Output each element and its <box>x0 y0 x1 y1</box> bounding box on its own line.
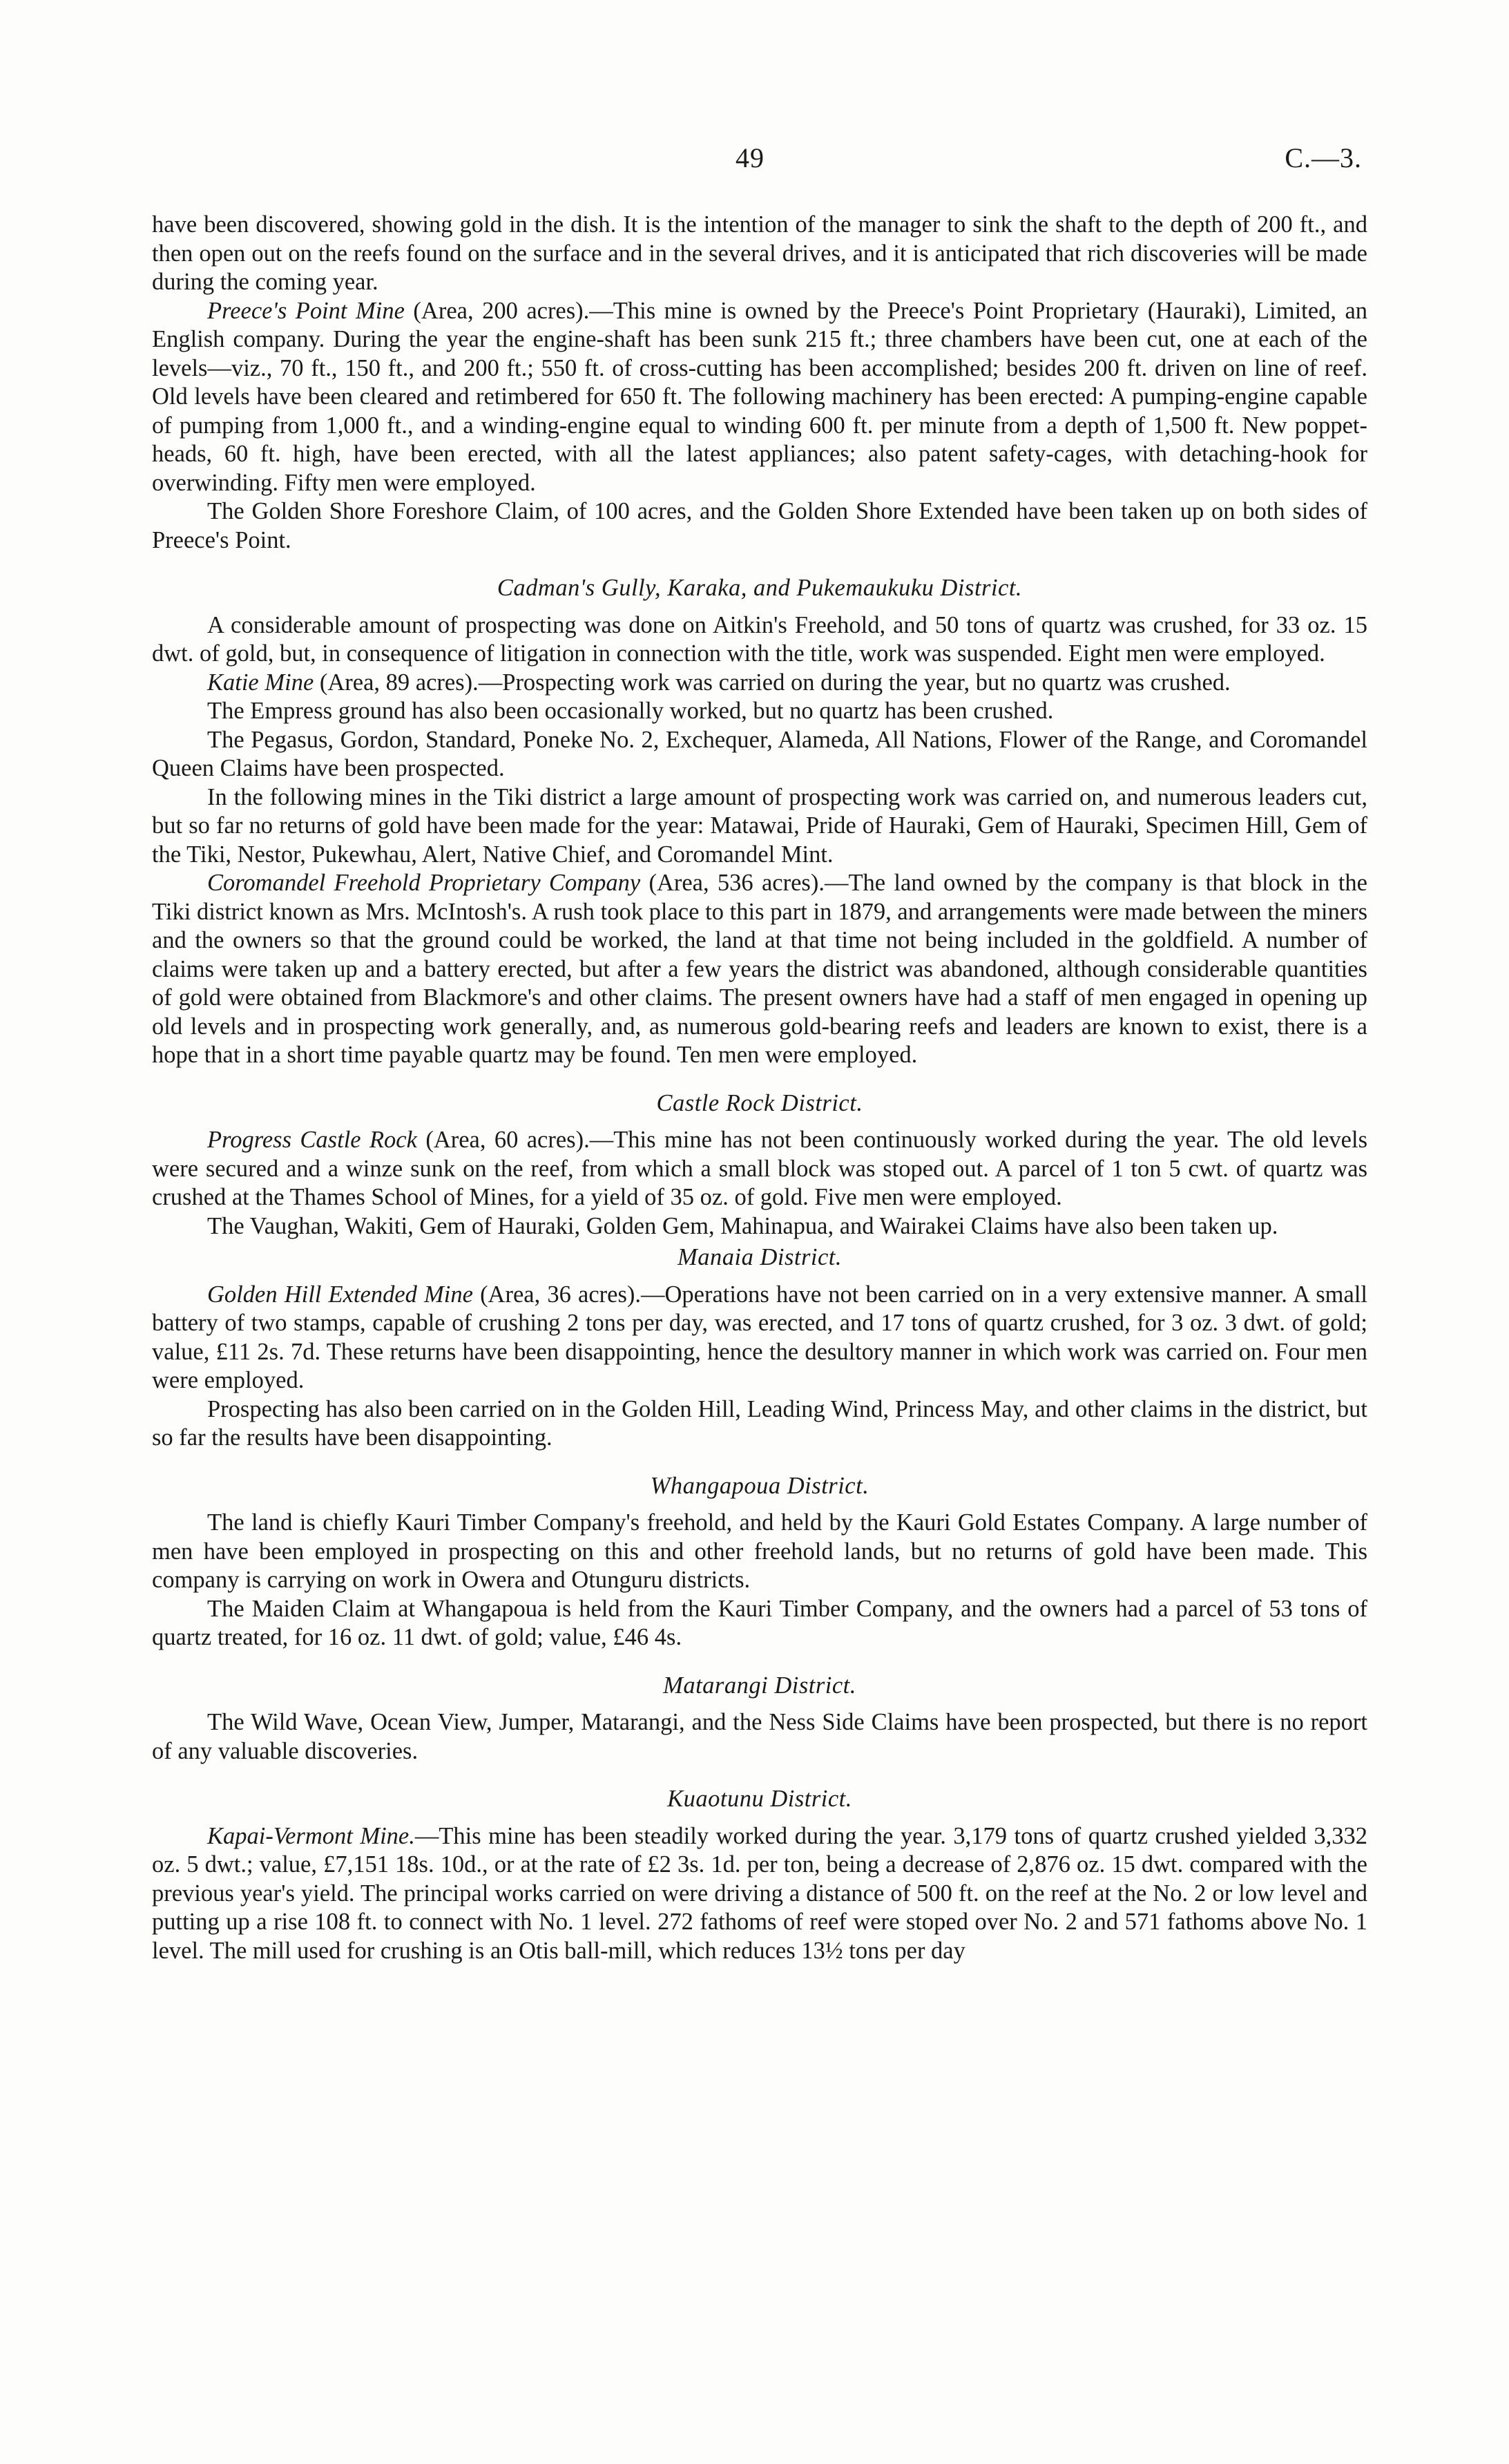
paragraph <box>152 669 1367 698</box>
paragraph-text: (Area, 89 acres).—Prospecting work was carried on during the year, but no quartz was crushed. <box>314 669 1231 696</box>
paragraph-text: A considerable amount of prospecting was done on Aitkin's Freehold, and 50 tons of quartz was crushed, for 33 oz. 15 dwt. of gold, but, in consequence of litigation in connection with the title, work was suspended. Eight men were employed. <box>152 611 1367 667</box>
section-heading: Cadman's Gully, Karaka, and Pukemaukuku District. <box>497 575 1023 601</box>
paragraph <box>152 1212 1367 1241</box>
page-body <box>152 211 1367 1965</box>
paragraph-text: have been discovered, showing gold in the dish. It is the intention of the manager to sink the shaft to the depth of 200 ft., and then open out on the reefs found on the surface and in the several drives, and it is anticipated that rich discoveries will be made during the coming year. <box>152 211 1367 295</box>
paragraph <box>152 297 1367 498</box>
section-heading: Matarangi District. <box>663 1672 856 1699</box>
page-number: 49 <box>736 142 765 173</box>
paragraph-text: (Area, 36 acres).—Operations have not been carried on in a very extensive manner. A small battery of two stamps, capable of crushing 2 tons per day, was erected, and 17 tons of quartz crushed, for 3 oz. 3 dwt. of gold; value, £11 2s. 7d. These returns have been disappointing, hence the desultory manner in which work was carried on. Four men were employed. <box>152 1281 1367 1393</box>
paragraph-text: (Area, 536 acres).—The land owned by the company is that block in the Tiki district known as Mrs. McIntosh's. A rush took place to this part in 1879, and arrangements were made between the miners and the owners so that the ground could be worked, the land at that time not being included in the goldfield. A number of claims were taken up and a battery erected, but after a few years the district was abandoned, although considerable quantities of gold were obtained from Blackmore's and other claims. The present owners have had a staff of men engaged in opening up old levels and in prospecting work generally, and, as numerous gold-bearing reefs and leaders are known to exist, there is a hope that in a short time payable quartz may be found. Ten men were employed. <box>152 870 1367 1068</box>
section-heading: Kuaotunu District. <box>667 1786 852 1812</box>
paragraph-text: The Golden Shore Foreshore Claim, of 100 acres, and the Golden Shore Extended have been taken up on both sides of Preece's Point. <box>152 498 1367 553</box>
section-heading: Castle Rock District. <box>656 1089 863 1116</box>
paragraph <box>152 1395 1367 1453</box>
paragraph <box>152 211 1367 297</box>
paragraph <box>152 1822 1367 1966</box>
page-header <box>0 142 1509 183</box>
paragraph-text: (Area, 200 acres).—This mine is owned by the Preece's Point Proprietary (Hauraki), Limited, an English company. During the year the engine-shaft has been sunk 215 ft.; three chambers have been cut, one at each of the levels—viz., 70 ft., 150 ft., and 200 ft.; 550 ft. of cross-cutting has been accomplished; besides 200 ft. driven on line of reef. Old levels have been cleared and retimbered for 650 ft. The following machinery has been erected: A pumping-engine capable of pumping from 1,000 ft., and a winding-engine equal to winding 600 ft. per minute from a depth of 1,500 ft. New poppet-heads, 60 ft. high, have been erected, with all the latest appliances; also patent safety-cages, with detaching-hook for overwinding. Fifty men were employed. <box>152 297 1368 496</box>
paragraph <box>152 869 1367 1070</box>
paragraph <box>152 497 1367 555</box>
mine-title: Katie Mine <box>207 669 314 696</box>
paragraph-text: The Empress ground has also been occasionally worked, but no quartz has been crushed. <box>207 698 1054 724</box>
paragraph <box>152 697 1367 726</box>
section-heading: Manaia District. <box>677 1244 842 1270</box>
paragraph <box>152 1595 1367 1652</box>
paragraph <box>152 726 1367 783</box>
paragraph-text: In the following mines in the Tiki district a large amount of prospecting work was carried on, and numerous leaders cut, but so far no returns of gold have been made for the year: Matawai, Pride of Hauraki, Gem of Hauraki, Specimen Hill, Gem of the Tiki, Nestor, Pukewhau, Alert, Native Chief, and Coromandel Mint. <box>152 783 1367 868</box>
paragraph <box>152 1281 1367 1395</box>
paragraph-text: (Area, 60 acres).—This mine has not been continuously worked during the year. The old levels were secured and a winze sunk on the reef, from which a small block was stoped out. A parcel of 1 ton 5 cwt. of quartz was crushed at the Thames School of Mines, for a yield of 35 oz. of gold. Five men were employed. <box>152 1127 1367 1210</box>
mine-title: Golden Hill Extended Mine <box>207 1281 473 1308</box>
paragraph <box>152 783 1367 870</box>
document-code: C.—3. <box>1285 142 1362 173</box>
paragraph <box>152 1126 1367 1212</box>
paragraph-text: The Wild Wave, Ocean View, Jumper, Matarangi, and the Ness Side Claims have been prospected, but there is no report of any valuable discoveries. <box>152 1709 1367 1764</box>
paragraph-text: —This mine has been steadily worked during the year. 3,179 tons of quartz crushed yielded 3,332 oz. 5 dwt.; value, £7,151 18s. 10d., or at the rate of £2 3s. 1d. per ton, being a decrease of 2,876 oz. 15 dwt. compared with the previous year's yield. The principal works carried on were driving a distance of 500 ft. on the reef at the No. 2 or low level and putting up a rise 108 ft. to connect with No. 1 level. 272 fathoms of reef were stoped over No. 2 and 571 fathoms above No. 1 level. The mill used for crushing is an Otis ball-mill, which reduces 13½ tons per day <box>152 1822 1367 1964</box>
mine-title: Progress Castle Rock <box>207 1127 417 1153</box>
paragraph-text: The Vaughan, Wakiti, Gem of Hauraki, Golden Gem, Mahinapua, and Wairakei Claims have also been taken up. <box>207 1212 1278 1239</box>
mine-title: Kapai-Vermont Mine. <box>207 1822 415 1849</box>
paragraph-text: The Pegasus, Gordon, Standard, Poneke No. 2, Exchequer, Alameda, All Nations, Flower of the Range, and Coromandel Queen Claims have been prospected. <box>152 726 1367 781</box>
mine-title: Preece's Point Mine <box>207 297 405 324</box>
paragraph <box>152 611 1367 669</box>
paragraph-text: The land is chiefly Kauri Timber Company's freehold, and held by the Kauri Gold Estates Company. A large number of men have been employed in prospecting on this and other freehold lands, but no returns of gold have been made. This company is carrying on work in Owera and Otunguru districts. <box>152 1509 1367 1593</box>
paragraph <box>152 1708 1367 1766</box>
paragraph-text: Prospecting has also been carried on in the Golden Hill, Leading Wind, Princess May, and other claims in the district, but so far the results have been disappointing. <box>152 1395 1367 1451</box>
paragraph-text: The Maiden Claim at Whangapoua is held from the Kauri Timber Company, and the owners had a parcel of 53 tons of quartz treated, for 16 oz. 11 dwt. of gold; value, £46 4s. <box>152 1595 1367 1650</box>
paragraph <box>152 1509 1367 1595</box>
mine-title: Coromandel Freehold Proprietary Company <box>207 870 641 896</box>
section-heading: Whangapoua District. <box>650 1472 869 1499</box>
